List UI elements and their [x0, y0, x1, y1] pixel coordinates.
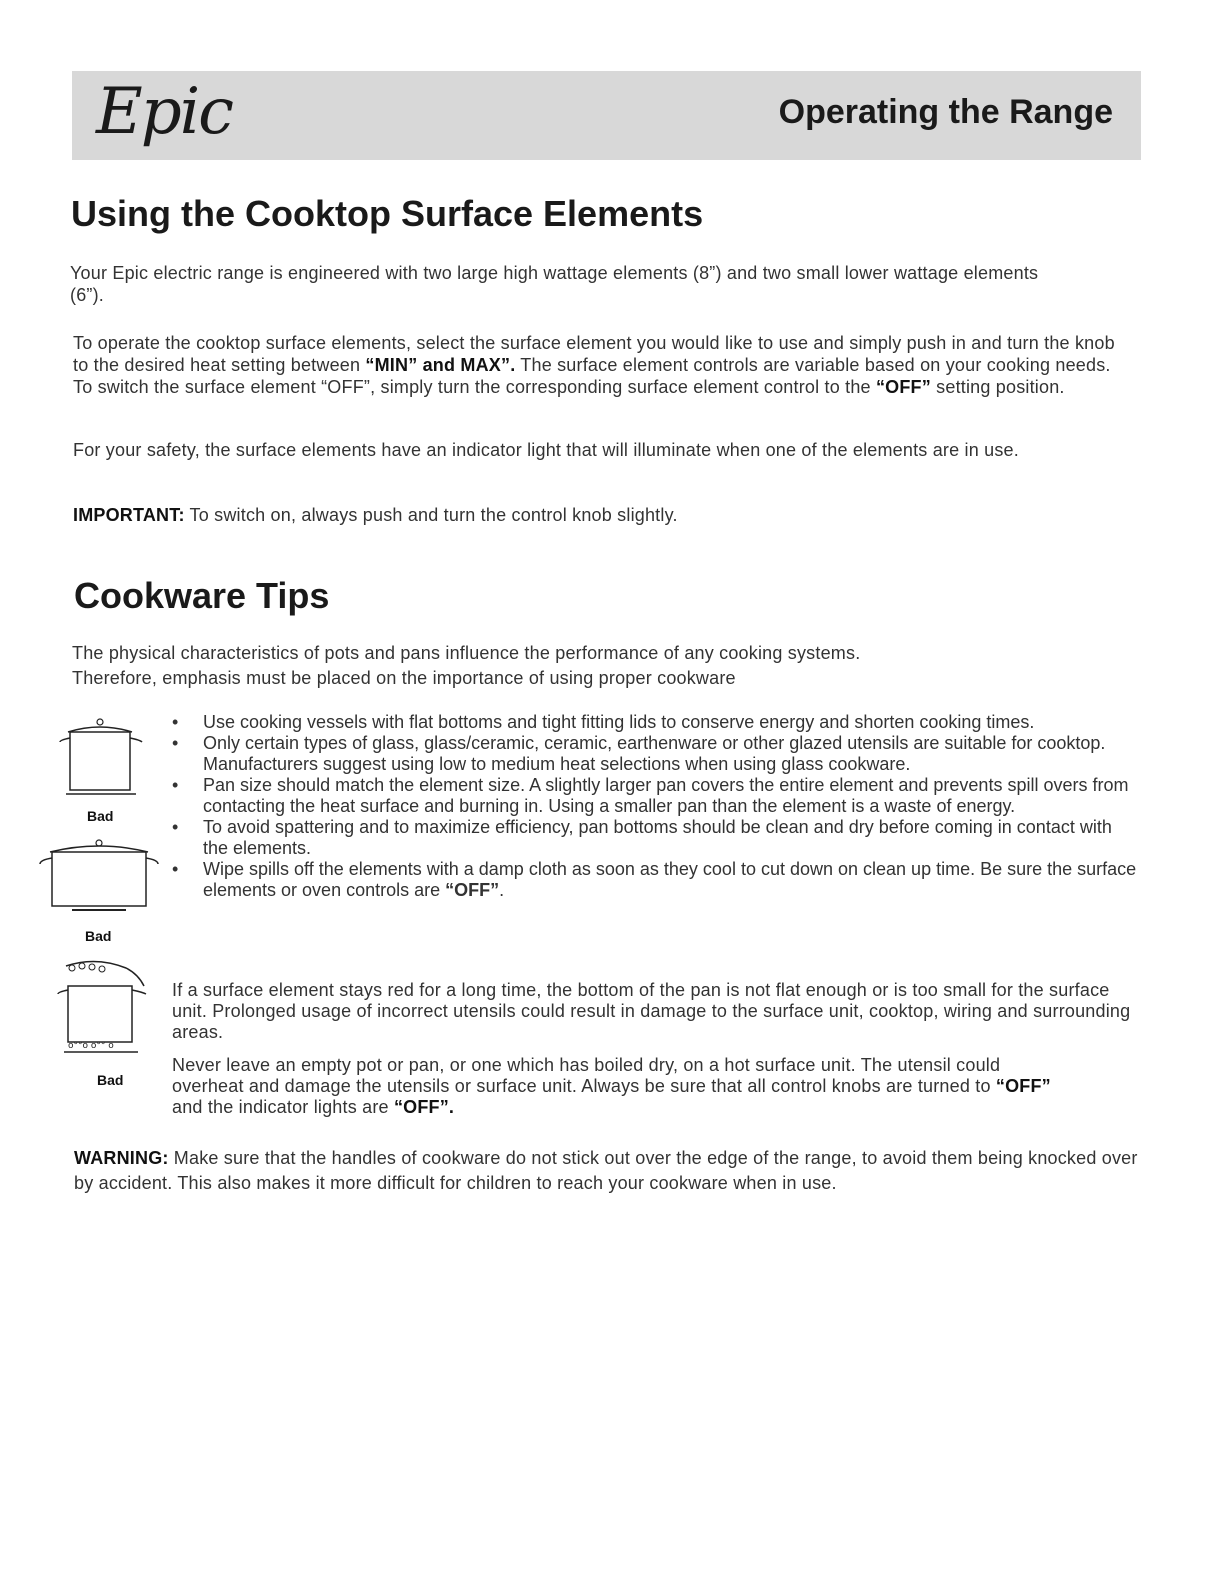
warning-text: Make sure that the handles of cookware do not stick out over the edge of the range, to avoid them being knocked over by accident. This also makes it more difficult for children to reach your cookware when in use.	[74, 1148, 1138, 1193]
operate-text-2: The surface element controls are variable based on your cooking needs. To switch the surface element “OFF”, simply turn the corresponding surface element control to the	[73, 355, 1111, 397]
important-note	[73, 504, 1073, 526]
list-item	[172, 733, 1140, 775]
never-off-1: “OFF”	[995, 1076, 1051, 1096]
cooktop-heading: Using the Cooktop Surface Elements	[71, 193, 704, 234]
list-item-off: “OFF”	[445, 880, 500, 900]
bullet-icon: •	[172, 817, 179, 837]
operate-text-3: setting position.	[930, 377, 1065, 397]
operate-min-max: “MIN” and MAX”.	[365, 355, 516, 375]
epic-logo	[96, 75, 232, 163]
important-text: To switch on, always push and turn the control knob slightly.	[184, 505, 678, 525]
bad-label-1: Bad	[87, 808, 114, 824]
list-item	[172, 859, 1140, 901]
list-item	[172, 775, 1140, 817]
red-element-paragraph: If a surface element stays red for a long time, the bottom of the pan is not flat enough or is too small for the surface unit. Prolonged usage of incorrect utensils could result in damage to the surface unit, cooktop, wiring and surrounding areas.	[172, 980, 1131, 1042]
important-label: IMPORTANT:	[73, 505, 185, 525]
list-item-text: Only certain types of glass, glass/ceramic, ceramic, earthenware or other glazed utensils are suitable for cooktop. Manufacturers suggest using low to medium heat selections when using glass cookware.	[203, 733, 1106, 774]
operate-text-1: To operate the cooktop surface elements, select the surface element you would like to use and simply push in and turn the knob to the desired heat setting between	[73, 333, 1115, 375]
never-text-1: Never leave an empty pot or pan, or one which has boiled dry, on a hot surface unit. The utensil could overheat and damage the utensils or surface unit. Always be sure that all control knobs are turned to	[172, 1055, 1001, 1096]
cookware-tips-heading: Cookware Tips	[74, 575, 330, 616]
never-text-2: and the indicator lights are	[172, 1097, 394, 1117]
warning-paragraph	[74, 1146, 1144, 1196]
list-item-text: To avoid spattering and to maximize efficiency, pan bottoms should be clean and dry before coming in contact with the elements.	[203, 817, 1112, 858]
operate-paragraph	[73, 332, 1133, 398]
bullet-icon: •	[172, 733, 179, 753]
logo-text: Epic	[96, 75, 232, 149]
bad-label-3: Bad	[97, 1072, 124, 1088]
list-item	[172, 817, 1140, 859]
pot-tall-icon	[56, 716, 146, 798]
svg-text:o°°o o°° o: o°°o o°° o	[68, 1041, 114, 1051]
intro-paragraph: Your Epic electric range is engineered with two large high wattage elements (8”) and two small lower wattage elements (6”).	[70, 263, 1039, 305]
cookware-intro-line-1: The physical characteristics of pots and pans influence the performance of any cooking systems.	[72, 643, 861, 663]
list-item-text: Use cooking vessels with flat bottoms and tight fitting lids to conserve energy and shorten cooking times.	[203, 712, 1035, 732]
bullet-icon: •	[172, 859, 179, 879]
bullet-icon: •	[172, 775, 179, 795]
list-item-text: Pan size should match the element size. A slightly larger pan covers the entire element and prevents spill overs from contacting the heat surface and burning in. Using a smaller pan than the element is a waste of energy.	[203, 775, 1129, 816]
bad-label-2: Bad	[85, 928, 112, 944]
bullet-icon: •	[172, 712, 179, 732]
pot-boiling-icon	[56, 956, 156, 1060]
cookware-tips-list	[172, 712, 1140, 901]
list-item-text: Wipe spills off the elements with a damp cloth as soon as they cool to cut down on clean up time. Be sure the surface elements or oven controls are	[203, 859, 1137, 900]
cookware-intro-line-2: Therefore, emphasis must be placed on the importance of using proper cookware	[72, 668, 736, 688]
page-section-title: Operating the Range	[778, 93, 1113, 131]
operate-off: “OFF”	[875, 377, 931, 397]
list-item	[172, 712, 1140, 733]
never-off-2: “OFF”.	[393, 1097, 455, 1117]
pot-wide-icon	[38, 838, 162, 918]
header-band	[72, 71, 1141, 160]
never-leave-paragraph	[172, 1055, 1072, 1118]
warning-label: WARNING:	[74, 1148, 169, 1168]
list-item-end: .	[499, 880, 505, 900]
safety-paragraph: For your safety, the surface elements have an indicator light that will illuminate when one of the elements are in use.	[73, 440, 1019, 460]
